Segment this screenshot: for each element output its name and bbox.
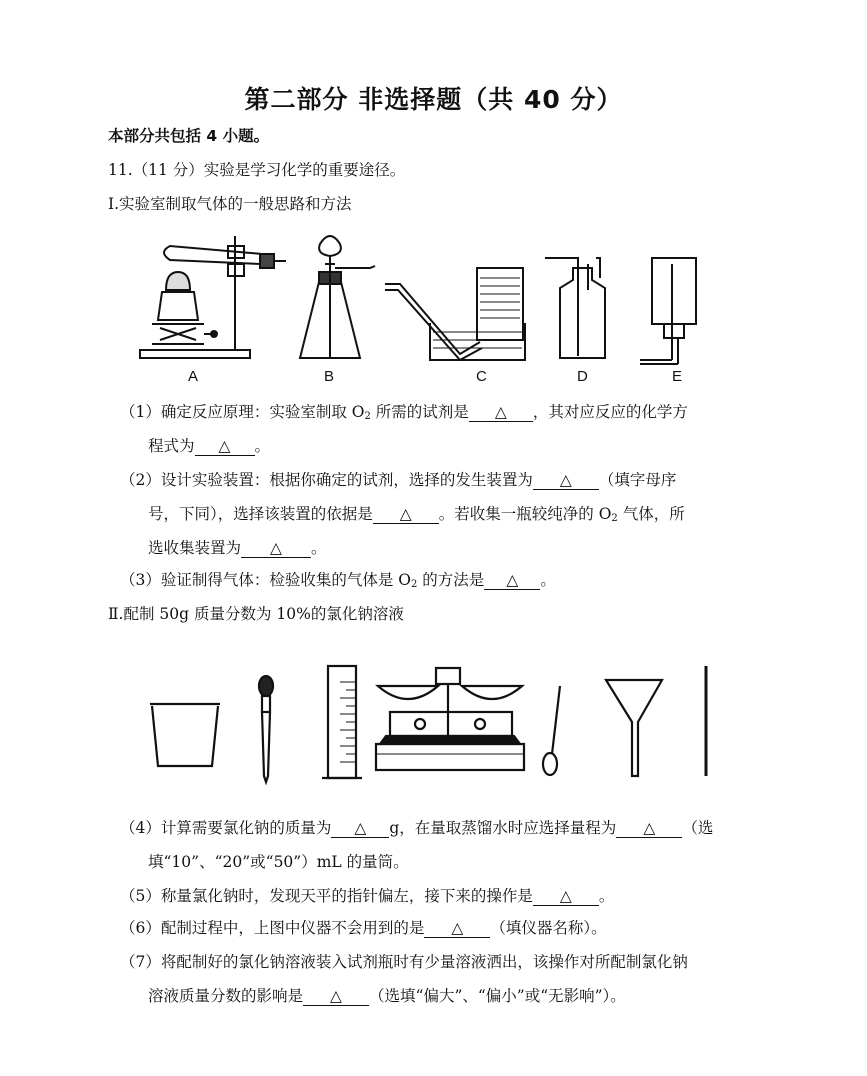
question-2-line-2: 号，下同），选择该装置的依据是 △ 。若收集一瓶较纯净的 $O_2$ 气体，所 bbox=[148, 505, 685, 524]
dropper-icon bbox=[259, 676, 273, 782]
spoon-icon bbox=[543, 686, 560, 775]
apparatus-a-test-tube-heating bbox=[140, 236, 286, 358]
apparatus-c-water-trough bbox=[385, 268, 525, 360]
question-7-line-1: （7）将配制好的氯化钠溶液装入试剂瓶时有少量溶液洒出，该操作对所配制氯化钠 bbox=[120, 953, 688, 971]
apparatus-label-d: D bbox=[577, 368, 588, 385]
answer-blank[interactable]: △ bbox=[424, 919, 490, 938]
answer-blank[interactable]: △ bbox=[484, 571, 540, 590]
apparatus-e-inverted-bottle bbox=[640, 258, 696, 364]
answer-blank[interactable]: △ bbox=[303, 987, 369, 1006]
question-7-line-2: 溶液质量分数的影响是 △ （选填“偏大”、“偏小”或“无影响”）。 bbox=[148, 987, 626, 1005]
section-intro: 本部分共包括 4 小题。 bbox=[108, 127, 270, 145]
question-2-line-1: （2）设计实验装置：根据你确定的试剂，选择的发生装置为 △ （填字母序 bbox=[120, 471, 677, 489]
answer-blank[interactable]: △ bbox=[533, 887, 599, 906]
question-4-line-2: 填“10”、“20”或“50”）mL 的量筒。 bbox=[148, 853, 409, 871]
measuring-cylinder-icon bbox=[322, 666, 362, 778]
apparatus-b-flask-funnel bbox=[300, 236, 375, 358]
question-1-line-2: 程式为 △ 。 bbox=[148, 437, 271, 455]
apparatus-label-c: C bbox=[476, 368, 487, 385]
part-2-heading: Ⅱ.配制 50g 质量分数为 10%的氯化钠溶液 bbox=[108, 605, 404, 623]
answer-blank[interactable]: △ bbox=[469, 403, 533, 422]
answer-blank[interactable]: △ bbox=[195, 437, 255, 456]
answer-blank[interactable]: △ bbox=[331, 819, 389, 838]
apparatus-label-a: A bbox=[188, 368, 199, 385]
question-6: （6）配制过程中，上图中仪器不会用到的是 △ （填仪器名称）。 bbox=[120, 919, 607, 937]
gas-apparatus-figure bbox=[130, 228, 710, 388]
question-3: （3）验证制得气体：检验收集的气体是 $O_2$ 的方法是 △ 。 bbox=[120, 571, 556, 590]
solution-instruments-figure bbox=[140, 658, 730, 788]
part-1-heading: I.实验室制取气体的一般思路和方法 bbox=[108, 195, 352, 213]
apparatus-label-b: B bbox=[324, 368, 335, 385]
question-11-stem: 11.（11 分）实验是学习化学的重要途径。 bbox=[108, 161, 406, 179]
question-1-line-1: （1）确定反应原理：实验室制取 $O_2$ 所需的试剂是 △ ，其对应反应的化学方 bbox=[120, 403, 688, 422]
answer-blank[interactable]: △ bbox=[241, 539, 311, 558]
answer-blank[interactable]: △ bbox=[373, 505, 439, 524]
answer-blank[interactable]: △ bbox=[533, 471, 599, 490]
question-5: （5）称量氯化钠时，发现天平的指针偏左，接下来的操作是 △ 。 bbox=[120, 887, 615, 905]
question-2-line-3: 选收集装置为 △ 。 bbox=[148, 539, 327, 557]
balance-scale-icon bbox=[376, 668, 524, 770]
apparatus-label-e: E bbox=[672, 368, 683, 385]
funnel-icon bbox=[606, 680, 662, 776]
apparatus-d-gas-bottle bbox=[545, 258, 605, 358]
question-4-line-1: （4）计算需要氯化钠的质量为 △ g，在量取蒸馏水时应选择量程为 △ （选 bbox=[120, 819, 714, 837]
answer-blank[interactable]: △ bbox=[616, 819, 682, 838]
section-title: 第二部分 非选择题（共 40 分） bbox=[244, 85, 623, 114]
beaker-icon bbox=[150, 704, 220, 766]
